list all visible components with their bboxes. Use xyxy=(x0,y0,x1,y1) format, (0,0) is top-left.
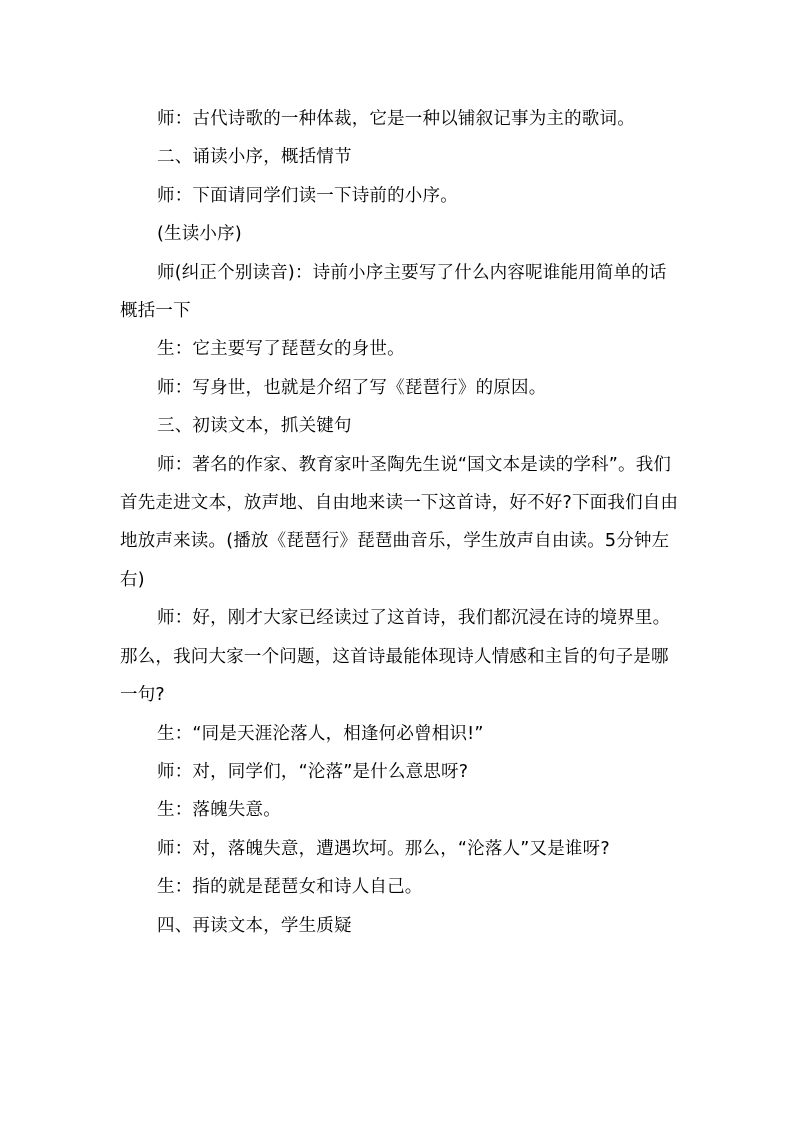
document-body xyxy=(120,100,680,945)
paragraph-teacher-instruction: 师：著名的作家、教育家叶圣陶先生说“国文本是读的学科”。我们首先走进文本，放声地、自由地来读一下这首诗，好不好?下面我们自由地放声来读。(播放《琵琶行》琵琶曲音乐，学生放声自由读。5分钟左右) xyxy=(120,454,679,590)
paragraph-student-answer-1: 生：它主要写了琵琶女的身世。 xyxy=(157,339,405,360)
paragraph-teacher-read-preface: 师：下面请同学们读一下诗前的小序。 xyxy=(157,185,458,206)
section-heading-4: 四、再读文本，学生质疑 xyxy=(157,915,352,936)
paragraph-stage-direction: (生读小序) xyxy=(157,224,242,245)
section-heading-3: 三、初读文本，抓关键句 xyxy=(157,416,352,437)
paragraph-teacher-comment-1: 师：写身世，也就是介绍了写《琵琶行》的原因。 xyxy=(157,377,547,398)
paragraph-teacher-definition: 师：古代诗歌的一种体裁，它是一种以铺叙记事为主的歌词。 xyxy=(157,109,635,129)
paragraph-teacher-question-4: 师：对，落魄失意，遭遇坎坷。那么，“沦落人”又是谁呀? xyxy=(157,838,610,859)
paragraph-teacher-question-3: 师：对，同学们，“沦落”是什么意思呀? xyxy=(157,761,469,782)
paragraph-student-answer-2: 生：“同是天涯沦落人，相逢何必曾相识!” xyxy=(157,723,484,744)
paragraph-student-answer-3: 生：落魄失意。 xyxy=(157,800,281,821)
paragraph-student-answer-4: 生：指的就是琵琶女和诗人自己。 xyxy=(157,877,423,898)
paragraph-teacher-question: 师(纠正个别读音)：诗前小序主要写了什么内容呢谁能用简单的话概括一下 xyxy=(120,262,667,322)
paragraph-teacher-question-2: 师：好，刚才大家已经读过了这首诗，我们都沉浸在诗的境界里。那么，我问大家一个问题，这首诗最能体现诗人情感和主旨的句子是哪一句? xyxy=(120,608,671,706)
section-heading-2: 二、诵读小序，概括情节 xyxy=(157,147,352,168)
